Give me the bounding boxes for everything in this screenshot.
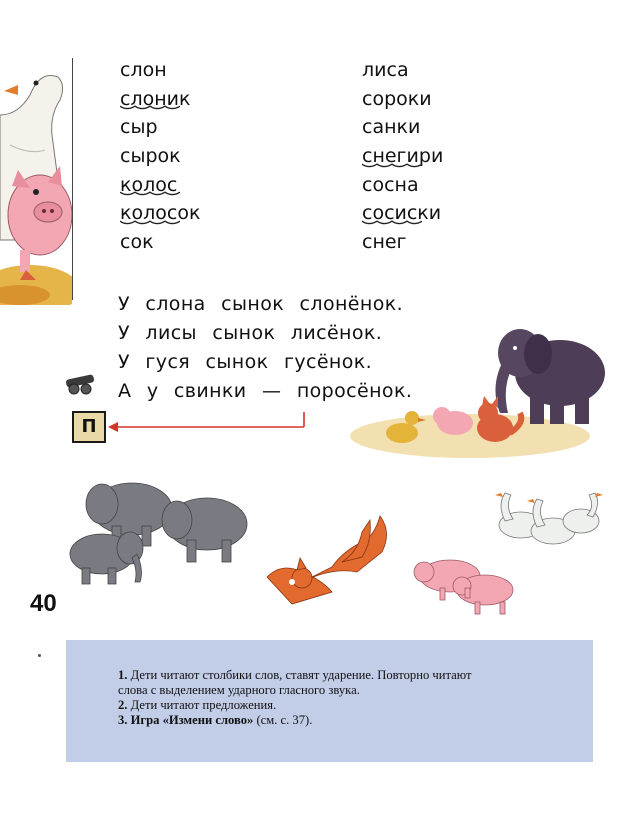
syllable-arc: [120, 220, 180, 226]
word-item: [120, 113, 200, 142]
syllable-arc: [362, 163, 422, 169]
teacher-note-text: [118, 668, 471, 728]
word-item: [362, 171, 443, 200]
word-column-left: [120, 56, 200, 257]
word-item: [120, 199, 200, 228]
gosling-icon: [493, 485, 603, 561]
word-text: колосок: [120, 202, 201, 225]
word-text: лиса: [362, 59, 409, 81]
note-item-number: 3.: [118, 713, 128, 727]
word-text: санки: [362, 116, 421, 139]
word-text: сырок: [120, 145, 181, 168]
marker-box: П: [72, 411, 106, 443]
word-text: сок: [120, 231, 154, 254]
word-item: [362, 85, 443, 114]
word-item: [120, 56, 200, 85]
word-text: сосиски: [362, 202, 442, 225]
page-number: 40: [30, 590, 57, 617]
word-text: слон: [120, 59, 167, 81]
sentence: У лисы сынок лисёнок.: [118, 322, 383, 344]
word-item: [120, 142, 200, 171]
note-item-number: 2.: [118, 698, 128, 712]
note-item-number: 1.: [118, 668, 128, 682]
word-item: [120, 171, 200, 200]
elephant-calf-icon: [62, 474, 262, 593]
word-text: снегири: [362, 145, 444, 168]
word-item: [362, 142, 443, 171]
word-text: сороки: [362, 87, 432, 110]
note-item-text: слова с выделением ударного гласного звука.: [118, 683, 360, 697]
sentence: У гуся сынок гусёнок.: [118, 351, 373, 373]
word-item: [120, 228, 200, 257]
word-item: [120, 85, 200, 114]
teacher-note-box: [66, 640, 593, 762]
pig-icon: [0, 130, 72, 284]
word-item: [362, 113, 443, 142]
syllable-arc: [120, 105, 180, 111]
note-item-text: Дети читают предложения.: [130, 698, 277, 712]
animal-family-scene: [350, 318, 610, 472]
dot-mark: [38, 654, 41, 657]
cannon-icon: [60, 373, 100, 399]
syllable-arc: [120, 191, 180, 197]
word-item: [362, 56, 443, 85]
note-item-text: Дети читают столбики слов, ставят ударение. Повторно читают: [130, 668, 472, 682]
word-item: [362, 199, 443, 228]
word-text: сосна: [362, 173, 419, 196]
note-game-title: Игра «Измени слово»: [130, 713, 254, 727]
arrow-icon: [106, 410, 316, 440]
word-column-right: [362, 56, 443, 257]
fox-icon: [262, 512, 402, 616]
word-item: [362, 228, 443, 257]
word-text: снег: [362, 231, 407, 254]
sentence: А у свинки — поросёнок.: [118, 380, 413, 402]
elephant-icon: [495, 329, 605, 424]
note-item-text: (см. с. 37).: [256, 713, 313, 727]
word-text: сыр: [120, 116, 158, 139]
sentence: У слона сынок слонёнок.: [118, 293, 404, 315]
syllable-arc: [362, 220, 422, 226]
word-text: слоник: [120, 87, 191, 110]
divider-line: [72, 58, 73, 300]
word-text: колос: [120, 173, 178, 196]
